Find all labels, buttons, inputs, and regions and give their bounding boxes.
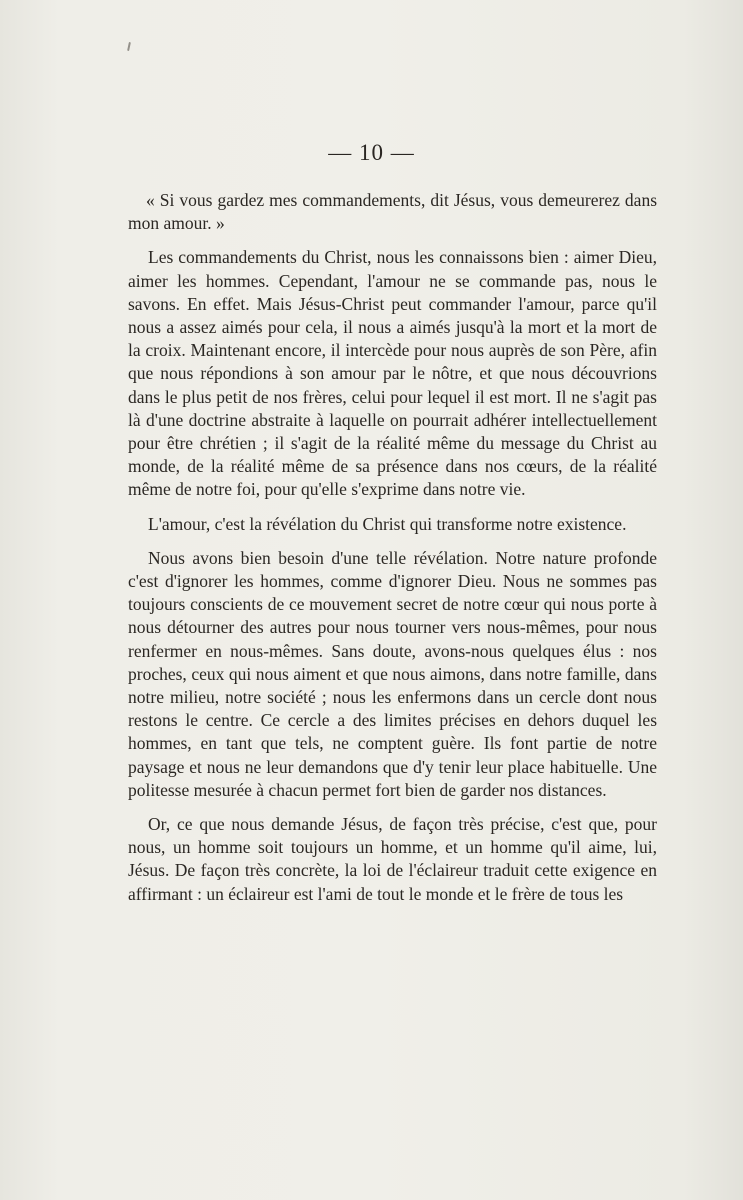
- body-text: [128, 189, 657, 917]
- paragraph-1: « Si vous gardez mes commandements, dit Jésus, vous demeurerez dans mon amour. »: [128, 190, 657, 234]
- paragraph-2: Les commandements du Christ, nous les connaissons bien : aimer Dieu, aimer les hommes. Cependant, l'amour ne se commande pas, nous le savons. En effet. Mais Jésus-Christ peut commander l'amour, parce qu'il nous a assez aimés pour cela, il nous a aimés jusqu'à la mort et la mort de la croix. Maintenant encore, il intercède pour nous auprès de son Père, afin que nous répondions à son amour par le nôtre, et que nous découvrions dans le plus petit de nos frères, celui pour lequel il est mort. Il ne s'agit pas là d'une doctrine abstraite à laquelle on pourrait adhérer intellectuellement pour être chrétien ; il s'agit de la réalité même du message du Christ au monde, de la réalité même de sa présence dans nos cœurs, de la réalité même de notre foi, pour qu'elle s'exprime dans notre vie.: [128, 247, 657, 500]
- page-number: — 10 —: [328, 140, 415, 165]
- paragraph-3: L'amour, c'est la révélation du Christ qui transforme notre existence.: [148, 513, 627, 534]
- paragraph-4: Nous avons bien besoin d'une telle révélation. Notre nature profonde c'est d'ignorer les hommes, comme d'ignorer Dieu. Nous ne sommes pas toujours conscients de ce mouvement secret de notre cœur qui nous porte à nous détourner des autres pour nous tourner vers nous-mêmes, pour nous renfermer en nous-mêmes. Sans doute, avons-nous quelques élus : nos proches, ceux qui nous aiment et que nous aimons, dans notre famille, dans notre milieu, notre société ; nous les enfermons dans un cercle dont nous restons le centre. Ce cercle a des limites précises en dehors duquel les hommes, en tant que tels, ne comptent guère. Ils font partie de notre paysage et nous ne leur demandons que d'y tenir leur place habituelle. Une politesse mesurée à chacun permet fort bien de garder nos distances.: [128, 547, 657, 800]
- paragraph-5: Or, ce que nous demande Jésus, de façon très précise, c'est que, pour nous, un homme soit toujours un homme, et un homme qu'il aime, lui, Jésus. De façon très concrète, la loi de l'éclaireur traduit cette exigence en affirmant : un éclaireur est l'ami de tout le monde et le frère de tous les: [128, 814, 657, 904]
- paper-speck: [127, 42, 131, 51]
